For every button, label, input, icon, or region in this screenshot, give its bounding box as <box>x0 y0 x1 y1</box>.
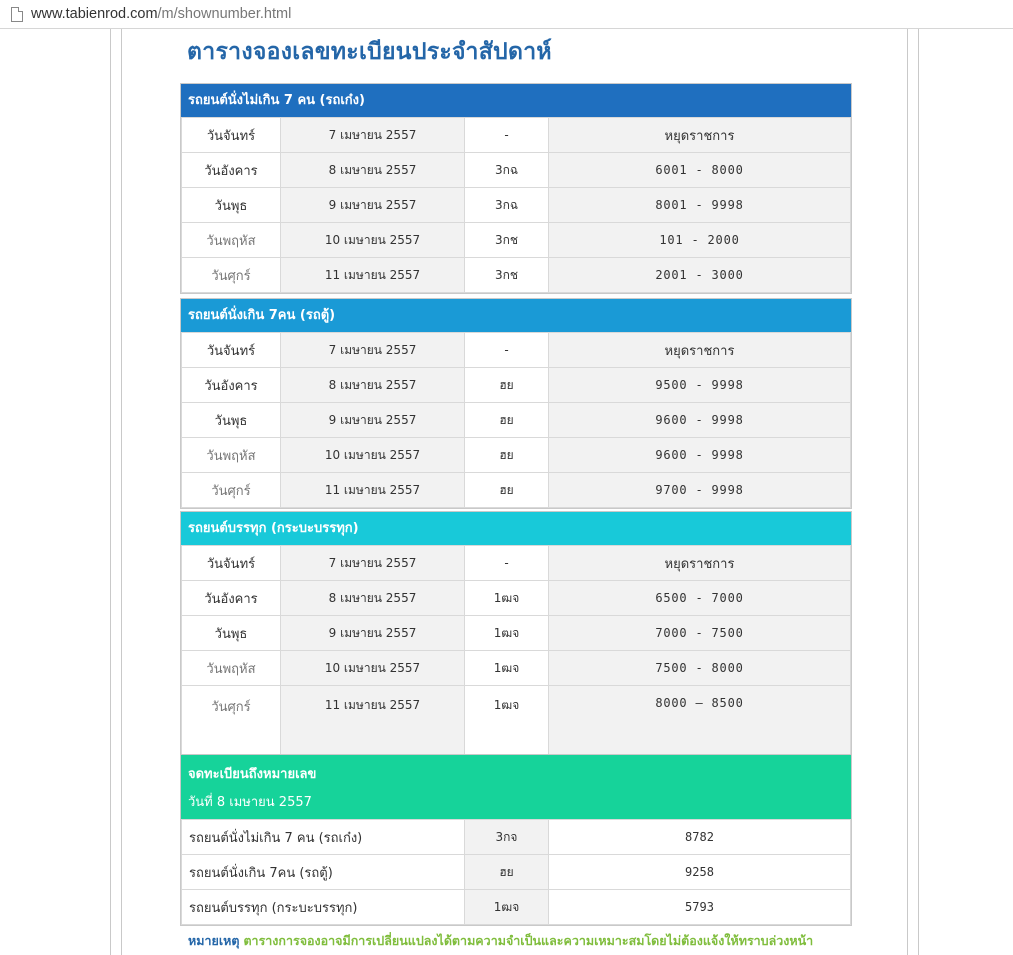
content-frame-right <box>907 29 919 955</box>
date-cell: 11 เมษายน 2557 <box>281 686 465 759</box>
prefix-cell: ฮย <box>465 438 549 473</box>
prefix-cell: 3กฉ <box>465 188 549 223</box>
url-path: /m/shownumber.html <box>157 6 292 22</box>
day-cell: วันพุธ <box>182 616 281 651</box>
prefix-cell: 3กช <box>465 223 549 258</box>
prefix-cell: 1ฒจ <box>465 651 549 686</box>
plate-number-cell: 8782 <box>549 820 851 855</box>
range-cell: 6001 - 8000 <box>549 153 851 188</box>
table-row <box>182 651 851 686</box>
prefix-cell: 1ฒจ <box>465 581 549 616</box>
url-text[interactable] <box>31 6 291 22</box>
section-header: รถยนต์นั่งไม่เกิน 7 คน (รถเก๋ง) <box>181 84 851 117</box>
prefix-cell: ฮย <box>465 403 549 438</box>
day-cell: วันจันทร์ <box>182 546 281 581</box>
date-cell: 10 เมษายน 2557 <box>281 651 465 686</box>
plate-number-cell: 5793 <box>549 890 851 925</box>
date-cell: 7 เมษายน 2557 <box>281 333 465 368</box>
day-cell: วันศุกร์ <box>182 473 281 508</box>
remark <box>188 931 813 951</box>
table-row <box>182 403 851 438</box>
range-cell: 9600 - 9998 <box>549 403 851 438</box>
section-header: รถยนต์บรรทุก (กระบะบรรทุก) <box>181 512 851 545</box>
range-cell: 2001 - 3000 <box>549 258 851 293</box>
range-cell: 8001 - 9998 <box>549 188 851 223</box>
date-cell: 11 เมษายน 2557 <box>281 258 465 293</box>
range-cell: 9600 - 9998 <box>549 438 851 473</box>
day-cell: วันพุธ <box>182 188 281 223</box>
date-cell: 9 เมษายน 2557 <box>281 616 465 651</box>
date-cell: 9 เมษายน 2557 <box>281 188 465 223</box>
section-pickup <box>180 511 852 760</box>
table-row <box>182 223 851 258</box>
plate-prefix-cell: 1ฒจ <box>465 890 549 925</box>
table-row <box>182 820 851 855</box>
range-cell: 6500 - 7000 <box>549 581 851 616</box>
day-cell: วันอังคาร <box>182 153 281 188</box>
day-cell: วันอังคาร <box>182 581 281 616</box>
range-cell: 8000 – 8500 <box>549 686 851 759</box>
date-cell: 7 เมษายน 2557 <box>281 546 465 581</box>
day-cell: วันจันทร์ <box>182 333 281 368</box>
range-cell: หยุดราชการ <box>549 333 851 368</box>
table-row <box>182 890 851 925</box>
registered-header <box>181 755 851 819</box>
section-sedan <box>180 83 852 294</box>
table-row <box>182 581 851 616</box>
date-cell: 9 เมษายน 2557 <box>281 403 465 438</box>
prefix-cell: 1ฒจ <box>465 686 549 759</box>
table-row <box>182 118 851 153</box>
remark-text: ตารางการจองอาจมีการเปลี่ยนแปลงได้ตามความจำเป็นและความเหมาะสมโดยไม่ต้องแจ้งให้ทราบล่วงหน้า <box>243 933 814 948</box>
table-row <box>182 616 851 651</box>
prefix-cell: - <box>465 118 549 153</box>
address-bar[interactable] <box>0 0 1013 29</box>
range-cell: 7500 - 8000 <box>549 651 851 686</box>
date-cell: 8 เมษายน 2557 <box>281 368 465 403</box>
day-cell: วันพุธ <box>182 403 281 438</box>
schedule-table <box>181 332 851 508</box>
content-frame-left <box>110 29 122 955</box>
vehicle-type-cell: รถยนต์นั่งไม่เกิน 7 คน (รถเก๋ง) <box>182 820 465 855</box>
day-cell: วันศุกร์ <box>182 686 281 759</box>
range-cell: 9700 - 9998 <box>549 473 851 508</box>
schedule-table <box>181 545 851 759</box>
table-row <box>182 855 851 890</box>
date-cell: 7 เมษายน 2557 <box>281 118 465 153</box>
plate-prefix-cell: 3กจ <box>465 820 549 855</box>
prefix-cell: - <box>465 546 549 581</box>
range-cell: หยุดราชการ <box>549 118 851 153</box>
plate-number-cell: 9258 <box>549 855 851 890</box>
day-cell: วันพฤหัส <box>182 223 281 258</box>
date-cell: 10 เมษายน 2557 <box>281 438 465 473</box>
day-cell: วันพฤหัส <box>182 651 281 686</box>
prefix-cell: ฮย <box>465 368 549 403</box>
registered-title: จดทะเบียนถึงหมายเลข <box>188 767 317 782</box>
table-row <box>182 546 851 581</box>
table-row <box>182 368 851 403</box>
table-row <box>182 438 851 473</box>
date-cell: 8 เมษายน 2557 <box>281 153 465 188</box>
prefix-cell: ฮย <box>465 473 549 508</box>
section-header: รถยนต์นั่งเกิน 7คน (รถตู้) <box>181 299 851 332</box>
remark-label: หมายเหตุ <box>188 933 240 948</box>
range-cell: 7000 - 7500 <box>549 616 851 651</box>
prefix-cell: 3กฉ <box>465 153 549 188</box>
page-icon <box>11 7 23 22</box>
prefix-cell: 1ฒจ <box>465 616 549 651</box>
table-row <box>182 686 851 759</box>
table-row <box>182 188 851 223</box>
table-row <box>182 153 851 188</box>
prefix-cell: - <box>465 333 549 368</box>
table-row <box>182 258 851 293</box>
url-host: www.tabienrod.com <box>31 6 158 22</box>
section-registered-numbers <box>180 754 852 926</box>
table-row <box>182 333 851 368</box>
table-row <box>182 473 851 508</box>
vehicle-type-cell: รถยนต์นั่งเกิน 7คน (รถตู้) <box>182 855 465 890</box>
day-cell: วันจันทร์ <box>182 118 281 153</box>
schedule-table <box>181 117 851 293</box>
registered-date: วันที่ 8 เมษายน 2557 <box>188 795 312 810</box>
range-cell: 101 - 2000 <box>549 223 851 258</box>
day-cell: วันศุกร์ <box>182 258 281 293</box>
date-cell: 10 เมษายน 2557 <box>281 223 465 258</box>
plate-prefix-cell: ฮย <box>465 855 549 890</box>
registered-table <box>181 819 851 925</box>
prefix-cell: 3กช <box>465 258 549 293</box>
page-title: ตารางจองเลขทะเบียนประจำสัปดาห์ <box>187 39 552 65</box>
section-van <box>180 298 852 509</box>
date-cell: 8 เมษายน 2557 <box>281 581 465 616</box>
date-cell: 11 เมษายน 2557 <box>281 473 465 508</box>
day-cell: วันอังคาร <box>182 368 281 403</box>
day-cell: วันพฤหัส <box>182 438 281 473</box>
range-cell: หยุดราชการ <box>549 546 851 581</box>
vehicle-type-cell: รถยนต์บรรทุก (กระบะบรรทุก) <box>182 890 465 925</box>
range-cell: 9500 - 9998 <box>549 368 851 403</box>
